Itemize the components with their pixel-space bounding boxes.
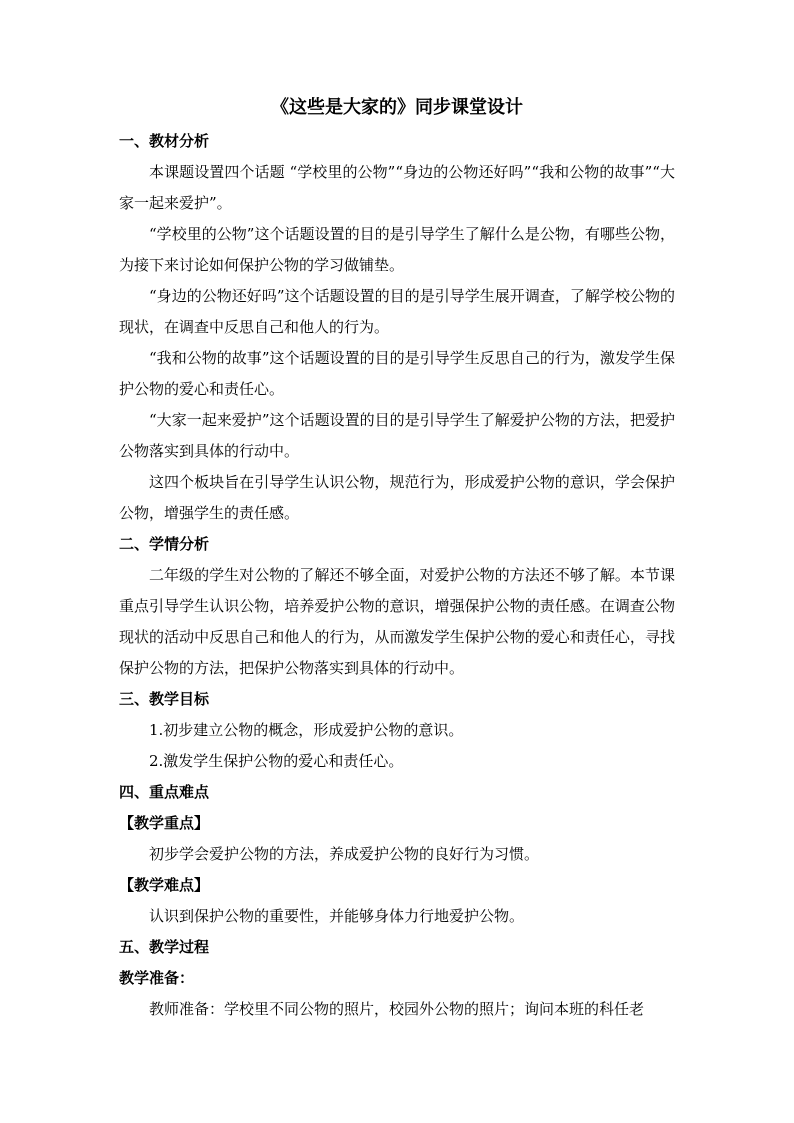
key-point-text: 初步学会爱护公物的方法，养成爱护公物的良好行为习惯。 <box>149 845 540 863</box>
section-heading-student-analysis: 二、学情分析 <box>119 535 210 553</box>
page-title: 《这些是大家的》同步课堂设计 <box>271 97 523 118</box>
section-heading-textbook-analysis: 一、教材分析 <box>119 132 210 150</box>
paragraph: 本课题设置四个话题 “学校里的公物”“身边的公物还好吗”“我和公物的故事”“大家一起来爱护”。 <box>119 163 675 212</box>
preparation-text: 教师准备：学校里不同公物的照片，校园外公物的照片；询问本班的科任老 <box>149 1000 645 1018</box>
key-point-label: 【教学重点】 <box>119 814 210 832</box>
section-heading-key-points: 四、重点难点 <box>119 783 210 801</box>
paragraph: “大家一起来爱护”这个话题设置的目的是引导学生了解爱护公物的方法，把爱护公物落实到具体的行动中。 <box>119 411 675 460</box>
goal-item: 1.初步建立公物的概念，形成爱护公物的意识。 <box>149 721 464 739</box>
difficult-point-text: 认识到保护公物的重要性，并能够身体力行地爱护公物。 <box>149 907 525 925</box>
section-heading-teaching-process: 五、教学过程 <box>119 938 210 956</box>
paragraph: “身边的公物还好吗”这个话题设置的目的是引导学生展开调查，了解学校公物的现状，在调查中反思自己和他人的行为。 <box>119 287 675 336</box>
difficult-point-label: 【教学难点】 <box>119 876 210 894</box>
paragraph: “学校里的公物”这个话题设置的目的是引导学生了解什么是公物，有哪些公物，为接下来讨论如何保护公物的学习做铺垫。 <box>119 225 675 274</box>
preparation-label: 教学准备： <box>119 969 195 987</box>
goal-item: 2.激发学生保护公物的爱心和责任心。 <box>149 752 404 770</box>
document-body <box>119 92 675 1025</box>
paragraph: 二年级的学生对公物的了解还不够全面，对爱护公物的方法还不够了解。本节课重点引导学生认识公物，培养爱护公物的意识，增强保护公物的责任感。在调查公物现状的活动中反思自己和他人的行为，从而激发学生保护公物的爱心和责任心，寻找保护公物的方法，把保护公物落实到具体的行动中。 <box>119 566 675 677</box>
section-heading-teaching-goals: 三、教学目标 <box>119 690 210 708</box>
paragraph: 这四个板块旨在引导学生认识公物，规范行为，形成爱护公物的意识，学会保护公物，增强学生的责任感。 <box>119 473 675 522</box>
paragraph: “我和公物的故事”这个话题设置的目的是引导学生反思自己的行为，激发学生保护公物的爱心和责任心。 <box>119 349 675 398</box>
